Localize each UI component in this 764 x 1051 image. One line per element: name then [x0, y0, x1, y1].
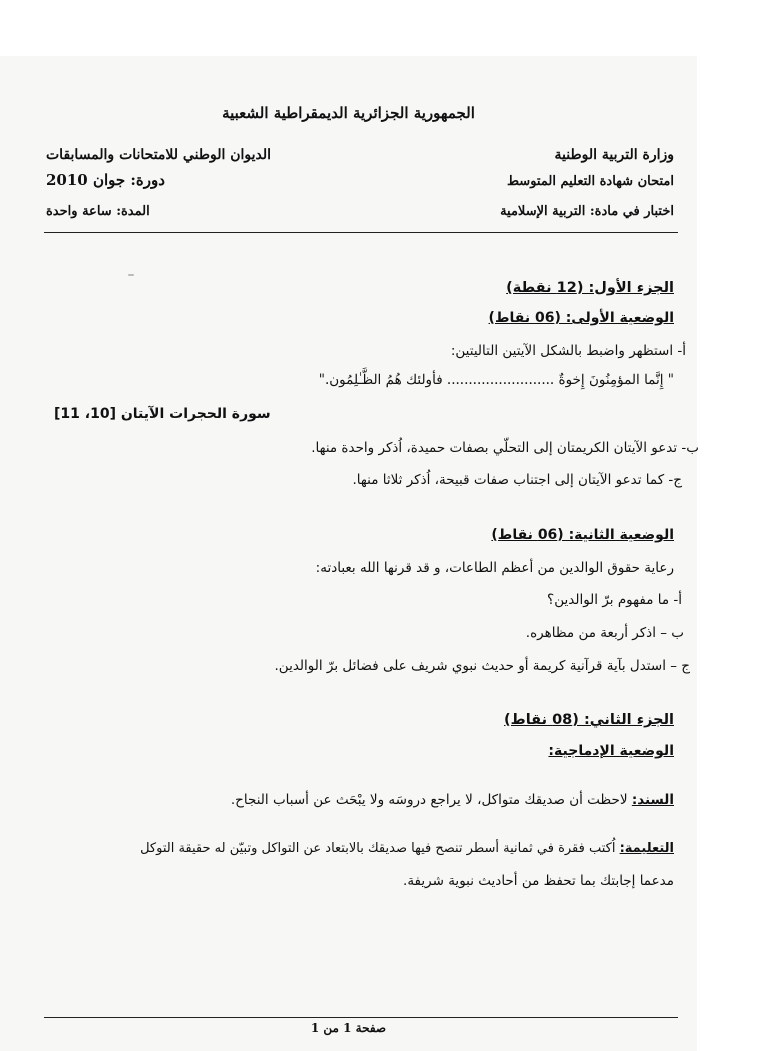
situation1-item-b: ب- تدعو الآيتان الكريمتان إلى التحلّي بصفات حميدة، اُذكر واحدة منها.	[311, 440, 699, 456]
office-label: الديوان الوطني للامتحانات والمسابقات	[46, 147, 272, 163]
situation2-item-a: أ- ما مفهوم برّ الوالدين؟	[547, 592, 682, 608]
integrative-situation-title: الوضعية الإدماجية:	[548, 743, 674, 759]
page-number: صفحة 1 من 1	[310, 1021, 387, 1035]
support-paragraph	[231, 792, 674, 808]
quran-verse: " إِنَّما المؤمِنُونَ إِخوةٌ ......................... فأولئك هُمُ الظَّـٰلِمُون."	[318, 372, 674, 388]
duration-label: المدة: ساعة واحدة	[46, 204, 150, 219]
support-text: لاحظت أن صديقك متواكل، لا يراجع دروسَه ولا يبْحَث عن أسباب النجاح.	[230, 792, 632, 808]
header-divider	[44, 232, 678, 233]
scan-speck	[128, 274, 134, 276]
situation1-item-a: أ- استظهر واضبط بالشكل الآيتين التاليتين:	[450, 343, 686, 359]
instruction-line-1	[140, 841, 674, 856]
situation1-item-c: ج- كما تدعو الآيتان إلى اجتناب صفات قبيحة، اُذكر ثلاثا منها.	[352, 472, 682, 488]
republic-title: الجمهورية الجزائرية الديمقراطية الشعبية	[222, 104, 475, 122]
situation2-item-c: ج – استدل بآية قرآنية كريمة أو حديث نبوي شريف على فضائل برّ الوالدين.	[274, 658, 690, 674]
exam-label: امتحان شهادة التعليم المتوسط	[506, 174, 674, 189]
session-label: دورة: جوان 2010	[46, 171, 165, 189]
support-label: السند:	[631, 792, 674, 808]
footer-divider	[44, 1017, 678, 1018]
surah-reference: سورة الحجرات الآيتان [10، 11]	[54, 406, 271, 422]
instruction-line-2: مدعما إجابتك بما تحفظ من أحاديث نبوية شريفة.	[403, 873, 674, 889]
situation1-title: الوضعية الأولى: (06 نقاط)	[488, 310, 674, 326]
subject-label: اختبار في مادة: التربية الإسلامية	[500, 204, 674, 219]
instruction-label: التعليمة:	[619, 841, 674, 856]
ministry-label: وزارة التربية الوطنية	[554, 147, 674, 163]
part2-title: الجزء الثاني: (08 نقاط)	[504, 712, 674, 728]
situation2-item-b: ب – اذكر أربعة من مظاهره.	[525, 625, 684, 641]
situation2-intro: رعاية حقوق الوالدين من أعظم الطاعات، و قد قرنها الله بعبادته:	[315, 560, 674, 576]
situation2-title: الوضعية الثانية: (06 نقاط)	[491, 527, 674, 543]
instruction-text: اُكتب فقرة في ثمانية أسطر تنصح فيها صديقك بالابتعاد عن التواكل وتبيّن له حقيقة التوكل	[140, 841, 620, 856]
part1-title: الجزء الأول: (12 نقطة)	[506, 280, 674, 296]
